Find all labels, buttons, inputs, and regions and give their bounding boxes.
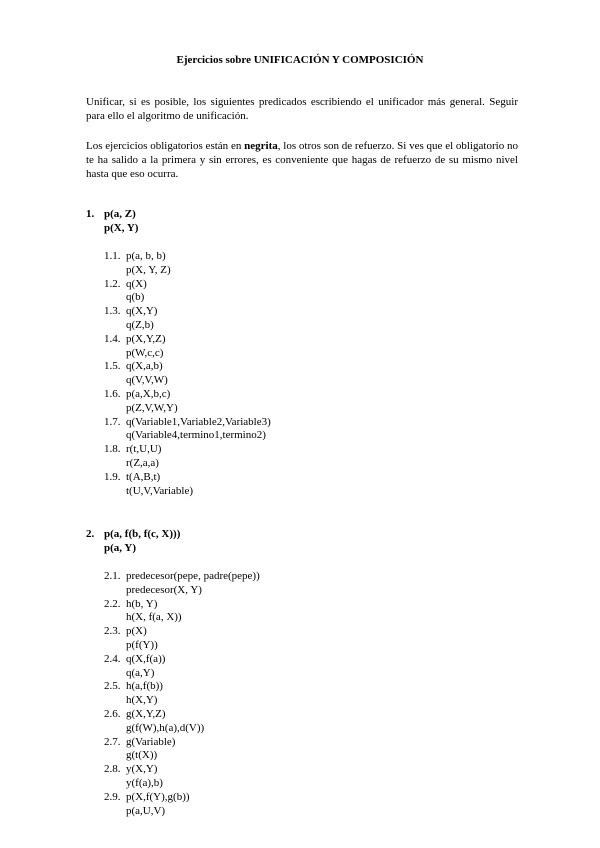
- exercise-item-predicate-a: q(Variable1,Variable2,Variable3): [126, 415, 271, 428]
- exercise-item-number: 1.8.: [104, 443, 121, 456]
- exercise-item-predicate-a: p(a,X,b,c): [126, 387, 171, 400]
- exercise-item-number: 1.3.: [104, 305, 121, 318]
- exercise-item-predicate-b: p(Z,V,W,Y): [126, 401, 178, 414]
- section-1-number: 1.: [86, 208, 95, 220]
- exercise-item-predicate-b: q(V,V,W): [126, 374, 168, 387]
- exercise-item: [104, 653, 260, 681]
- exercise-item: [104, 625, 260, 653]
- exercise-item-number: 1.7.: [104, 415, 121, 428]
- exercise-item: [104, 443, 271, 471]
- instructions-text-before: Los ejercicios obligatorios están en: [86, 140, 245, 152]
- exercise-item-predicate-a: q(X): [126, 277, 147, 290]
- exercise-item-predicate-a: q(X,f(a)): [126, 652, 166, 665]
- exercise-item-first-predicate-line: [104, 763, 260, 777]
- exercise-item-number: 2.3.: [104, 625, 121, 638]
- page-title: Ejercicios sobre UNIFICACIÓN Y COMPOSICIÓN: [176, 54, 424, 66]
- exercise-item-first-predicate-line: [104, 570, 260, 584]
- exercise-item-number: 2.2.: [104, 597, 121, 610]
- exercise-item-first-predicate-line: [104, 250, 271, 264]
- exercise-item: [104, 680, 260, 708]
- section-2-heading: [86, 528, 180, 556]
- exercise-item-number: 2.8.: [104, 763, 121, 776]
- exercise-item-predicate-b: p(W,c,c): [126, 346, 164, 359]
- instructions-bold-word: negrita: [244, 140, 278, 152]
- exercise-item: [104, 471, 271, 499]
- exercise-section-2: [86, 528, 180, 556]
- exercise-item: [104, 598, 260, 626]
- exercise-item-predicate-a: h(b, Y): [126, 597, 158, 610]
- exercise-item-first-predicate-line: [104, 791, 260, 805]
- exercise-item-first-predicate-line: [104, 333, 271, 347]
- exercise-item: [104, 708, 260, 736]
- exercise-item: [104, 250, 271, 278]
- section-1-predicate-a: p(a, Z): [104, 208, 136, 220]
- exercise-section-1: [86, 208, 138, 236]
- exercise-item-predicate-a: g(Variable): [126, 735, 176, 748]
- exercise-item-first-predicate-line: [104, 625, 260, 639]
- exercise-item-first-predicate-line: [104, 680, 260, 694]
- exercise-list-1: [104, 250, 271, 498]
- section-2-predicate-b: p(a, Y): [104, 541, 136, 554]
- exercise-item-number: 2.9.: [104, 790, 121, 803]
- exercise-item: [104, 305, 271, 333]
- exercise-item-predicate-b: r(Z,a,a): [126, 456, 159, 469]
- exercise-item-number: 2.1.: [104, 570, 121, 582]
- exercise-item-predicate-b: q(Variable4,termino1,termino2): [126, 429, 266, 442]
- exercise-item: [104, 736, 260, 764]
- exercise-item: [104, 791, 260, 819]
- exercise-item: [104, 388, 271, 416]
- exercise-item-first-predicate-line: [104, 471, 271, 485]
- exercise-item-predicate-a: p(X,f(Y),g(b)): [126, 790, 190, 803]
- exercise-item-first-predicate-line: [104, 443, 271, 457]
- exercise-item-number: 1.5.: [104, 360, 121, 373]
- exercise-item-predicate-b: p(a,U,V): [126, 804, 166, 817]
- exercise-item-predicate-a: g(X,Y,Z): [126, 707, 166, 720]
- exercise-item-predicate-b: h(X,Y): [126, 694, 158, 707]
- exercise-item-predicate-b: p(X, Y, Z): [126, 263, 171, 276]
- exercise-item-number: 2.6.: [104, 707, 121, 720]
- exercise-item: [104, 416, 271, 444]
- exercise-list-2: [104, 570, 260, 818]
- exercise-item: [104, 570, 260, 598]
- section-1-heading: [86, 208, 138, 236]
- exercise-item-predicate-b: q(Z,b): [126, 318, 154, 331]
- exercise-item-predicate-a: h(a,f(b)): [126, 680, 163, 693]
- exercise-item-predicate-a: t(A,B,t): [126, 470, 161, 483]
- exercise-item-first-predicate-line: [104, 653, 260, 667]
- exercise-item-predicate-b: predecesor(X, Y): [126, 583, 202, 596]
- exercise-item: [104, 333, 271, 361]
- exercise-item-predicate-b: q(b): [126, 291, 145, 304]
- exercise-item: [104, 763, 260, 791]
- exercise-item-predicate-b: y(f(a),b): [126, 776, 163, 789]
- exercise-item-predicate-b: g(f(W),h(a),d(V)): [126, 721, 205, 734]
- exercise-item-number: 1.2.: [104, 277, 121, 290]
- exercise-item-predicate-b: q(a,Y): [126, 666, 155, 679]
- exercise-item-number: 2.5.: [104, 680, 121, 693]
- exercise-item-predicate-a: p(X,Y,Z): [126, 332, 166, 345]
- intro-paragraph: Unificar, si es posible, los siguientes predicados escribiendo el unificador más general. Seguir para ello el algoritmo de unificación.: [86, 96, 518, 122]
- exercise-item-first-predicate-line: [104, 278, 271, 292]
- section-1-predicate-b: p(X, Y): [104, 221, 139, 234]
- exercise-item: [104, 278, 271, 306]
- exercise-item-predicate-b: t(U,V,Variable): [126, 484, 193, 497]
- exercise-item-predicate-b: g(t(X)): [126, 749, 158, 762]
- exercise-item-number: 1.6.: [104, 387, 121, 400]
- exercise-item-first-predicate-line: [104, 708, 260, 722]
- exercise-item-number: 1.1.: [104, 250, 121, 262]
- exercise-item: [104, 360, 271, 388]
- exercise-item-first-predicate-line: [104, 360, 271, 374]
- exercise-item-predicate-a: q(X,Y): [126, 305, 158, 318]
- exercise-item-predicate-a: predecesor(pepe, padre(pepe)): [126, 570, 260, 582]
- instructions-text-after: , los otros son de refuerzo. Si ves que el obligatorio no te ha salido a la primera y sin errores, es conveniente que hagas de refuerzo de su mismo nivel hasta que eso ocurra.: [86, 140, 518, 180]
- exercise-item-first-predicate-line: [104, 388, 271, 402]
- exercise-item-predicate-b: h(X, f(a, X)): [126, 611, 182, 624]
- section-2-predicate-a: p(a, f(b, f(c, X))): [104, 528, 181, 540]
- exercise-item-first-predicate-line: [104, 416, 271, 430]
- instructions-paragraph: [86, 140, 518, 181]
- exercise-item-first-predicate-line: [104, 305, 271, 319]
- exercise-item-number: 1.4.: [104, 332, 121, 345]
- exercise-item-predicate-a: p(X): [126, 625, 147, 638]
- exercise-item-predicate-a: r(t,U,U): [126, 443, 162, 456]
- exercise-item-predicate-a: y(X,Y): [126, 763, 158, 776]
- exercise-item-first-predicate-line: [104, 736, 260, 750]
- exercise-item-predicate-a: q(X,a,b): [126, 360, 163, 373]
- exercise-item-number: 1.9.: [104, 470, 121, 483]
- exercise-item-number: 2.7.: [104, 735, 121, 748]
- section-2-number: 2.: [86, 528, 95, 540]
- exercise-item-first-predicate-line: [104, 598, 260, 612]
- exercise-item-predicate-a: p(a, b, b): [126, 250, 166, 262]
- exercise-item-predicate-b: p(f(Y)): [126, 638, 158, 651]
- exercise-item-number: 2.4.: [104, 652, 121, 665]
